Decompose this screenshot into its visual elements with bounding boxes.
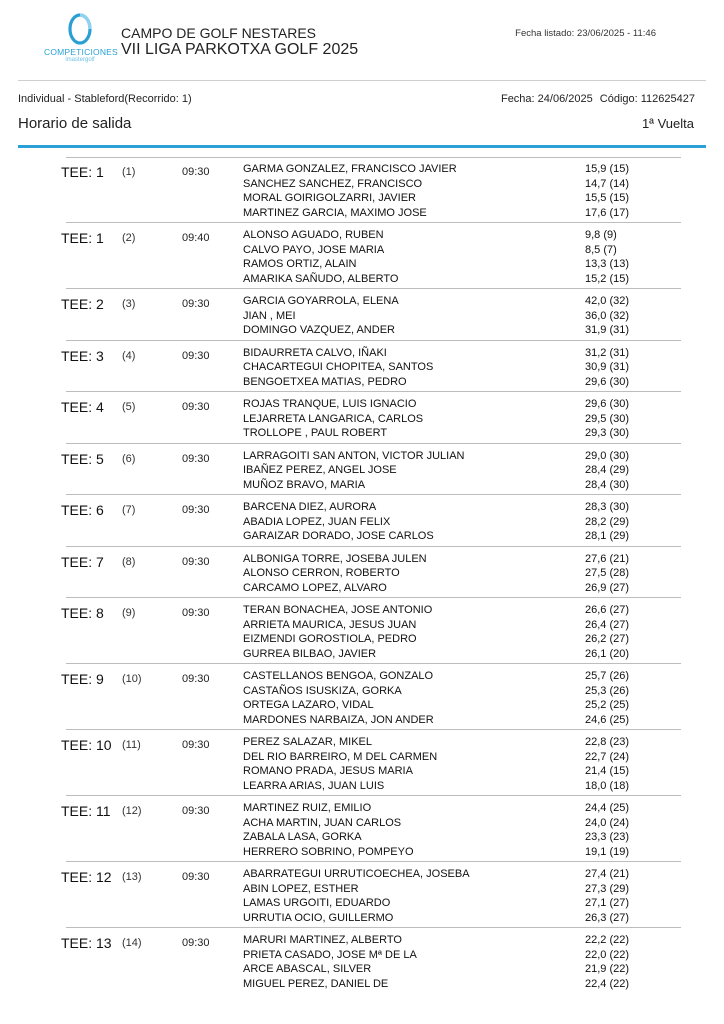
player-row	[66, 449, 681, 464]
player-name: BIDAURRETA CALVO, IÑAKI	[243, 346, 387, 359]
player-row	[66, 552, 681, 567]
tee-group	[61, 162, 681, 223]
player-row	[66, 360, 681, 375]
tee-label: TEE: 10	[61, 737, 112, 753]
player-name: CASTAÑOS ISUSKIZA, GORKA	[243, 684, 402, 697]
tee-label: TEE: 9	[61, 671, 104, 687]
tee-times-list	[0, 162, 724, 998]
player-name: AMARIKA SAÑUDO, ALBERTO	[243, 272, 399, 285]
tee-group	[61, 933, 681, 993]
player-handicap: 28,4 (29)	[585, 464, 630, 476]
player-row	[66, 713, 681, 728]
group-number: (7)	[122, 504, 136, 516]
competiciones-logo	[44, 12, 116, 74]
player-name: GURREA BILBAO, JAVIER	[243, 647, 377, 660]
start-time: 09:30	[182, 401, 210, 413]
logo-brand-text: COMPETICIONES	[44, 47, 118, 57]
start-time: 09:30	[182, 504, 210, 516]
player-name: PRIETA CASADO, JOSE Mª DE LA	[243, 948, 417, 961]
player-name: SANCHEZ SANCHEZ, FRANCISCO	[243, 177, 423, 190]
player-row	[66, 896, 681, 911]
player-name: RAMOS ORTIZ, ALAIN	[243, 258, 357, 270]
player-name: MORAL GOIRIGOLZARRI, JAVIER	[243, 192, 416, 204]
player-handicap: 22,7 (24)	[585, 750, 630, 763]
player-handicap: 31,9 (31)	[585, 324, 630, 336]
tee-label: TEE: 4	[61, 399, 104, 415]
tee-label: TEE: 11	[61, 803, 111, 819]
player-row	[66, 948, 681, 963]
accent-divider	[18, 145, 706, 148]
player-handicap: 29,3 (30)	[585, 427, 630, 439]
player-handicap: 27,1 (27)	[585, 897, 630, 909]
player-name: LARRAGOITI SAN ANTON, VICTOR JULIAN	[243, 449, 465, 462]
player-row	[66, 397, 681, 412]
player-handicap: 24,4 (25)	[585, 802, 630, 814]
tee-label: TEE: 1	[61, 230, 104, 246]
player-row	[66, 698, 681, 713]
player-row	[66, 735, 681, 750]
group-number: (9)	[122, 607, 136, 619]
start-time: 09:40	[182, 232, 210, 244]
player-handicap: 24,6 (25)	[585, 713, 630, 726]
tee-group	[61, 801, 681, 862]
player-name: LAMAS URGOITI, EDUARDO	[243, 897, 391, 909]
start-time: 09:30	[182, 937, 210, 949]
player-handicap: 26,9 (27)	[585, 581, 630, 594]
tee-group	[61, 294, 681, 341]
player-name: ALONSO AGUADO, RUBEN	[243, 229, 384, 241]
player-handicap: 22,2 (22)	[585, 934, 630, 946]
tee-label: TEE: 7	[61, 553, 104, 570]
tee-group	[61, 735, 681, 796]
player-name: MARTINEZ RUIZ, EMILIO	[243, 802, 372, 814]
player-name: ABIN LOPEZ, ESTHER	[243, 882, 359, 895]
player-row	[66, 830, 681, 845]
player-row	[66, 603, 681, 618]
tee-group	[61, 397, 681, 444]
player-name: MUÑOZ BRAVO, MARIA	[243, 478, 366, 491]
group-number: (8)	[122, 555, 136, 568]
player-handicap: 25,7 (26)	[585, 670, 630, 682]
group-number: (4)	[122, 349, 136, 362]
player-handicap: 27,5 (28)	[585, 567, 630, 579]
player-row	[66, 243, 681, 258]
player-name: BENGOETXEA MATIAS, PEDRO	[243, 375, 407, 388]
player-handicap: 30,9 (31)	[585, 361, 630, 373]
player-row	[66, 162, 681, 177]
player-name: PEREZ SALAZAR, MIKEL	[243, 736, 372, 748]
player-name: ALBONIGA TORRE, JOSEBA JULEN	[243, 552, 427, 565]
player-row	[66, 647, 681, 662]
player-handicap: 25,2 (25)	[585, 699, 630, 711]
start-time: 09:30	[182, 607, 210, 619]
player-row	[66, 294, 681, 309]
player-handicap: 28,2 (29)	[585, 515, 630, 528]
start-time: 09:30	[182, 739, 210, 751]
start-time: 09:30	[182, 298, 210, 310]
group-number: (13)	[122, 871, 142, 883]
player-name: TROLLOPE , PAUL ROBERT	[243, 427, 388, 439]
player-row	[66, 867, 681, 882]
tee-group	[61, 449, 681, 496]
player-handicap: 29,6 (30)	[585, 398, 630, 410]
tee-group	[61, 669, 681, 730]
player-handicap: 29,6 (30)	[585, 375, 630, 388]
player-handicap: 14,7 (14)	[585, 177, 630, 190]
player-handicap: 26,1 (20)	[585, 647, 630, 660]
start-time: 09:30	[182, 555, 210, 568]
player-row	[66, 911, 681, 926]
player-row	[66, 801, 681, 816]
player-row	[66, 177, 681, 192]
player-handicap: 22,8 (23)	[585, 736, 630, 748]
player-row	[66, 206, 681, 221]
player-name: TERAN BONACHEA, JOSE ANTONIO	[243, 604, 433, 616]
player-name: GARMA GONZALEZ, FRANCISCO JAVIER	[243, 163, 457, 175]
player-row	[66, 191, 681, 206]
group-number: (11)	[122, 739, 141, 751]
competition-format: Individual - Stableford(Recorrido: 1)	[18, 93, 192, 105]
player-row	[66, 309, 681, 324]
player-name: BARCENA DIEZ, AURORA	[243, 501, 377, 513]
player-handicap: 27,6 (21)	[585, 552, 630, 565]
group-number: (10)	[122, 673, 142, 685]
tee-label: TEE: 12	[61, 869, 112, 885]
tee-label: TEE: 1	[61, 164, 104, 180]
tee-label: TEE: 13	[61, 935, 112, 951]
player-row	[66, 478, 681, 493]
player-name: DOMINGO VAZQUEZ, ANDER	[243, 324, 395, 336]
club-name: CAMPO DE GOLF NESTARES	[121, 25, 316, 41]
player-row	[66, 581, 681, 596]
group-number: (6)	[122, 452, 136, 465]
player-name: HERRERO SOBRINO, POMPEYO	[243, 845, 414, 858]
player-handicap: 28,4 (30)	[585, 478, 630, 491]
tee-label: TEE: 5	[61, 450, 104, 467]
group-number: (2)	[122, 232, 136, 244]
page-title: Horario de salida	[18, 115, 132, 132]
player-name: MARDONES NARBAIZA, JON ANDER	[243, 713, 434, 726]
player-handicap: 22,4 (22)	[585, 977, 630, 990]
start-time: 09:30	[182, 673, 210, 685]
player-name: JIAN , MEI	[243, 309, 296, 322]
player-name: MARTINEZ GARCIA, MAXIMO JOSE	[243, 206, 427, 219]
competition-code: Código: 112625427	[599, 93, 695, 105]
player-handicap: 29,0 (30)	[585, 449, 630, 462]
player-handicap: 18,0 (18)	[585, 779, 630, 792]
player-name: ABADIA LOPEZ, JUAN FELIX	[243, 515, 391, 528]
tee-label: TEE: 8	[61, 605, 104, 621]
player-row	[66, 228, 681, 243]
page-header	[0, 0, 724, 80]
player-row	[66, 412, 681, 427]
player-handicap: 27,4 (21)	[585, 868, 630, 880]
start-time: 09:30	[182, 452, 210, 465]
group-number: (1)	[122, 166, 136, 178]
tee-label: TEE: 2	[61, 296, 104, 312]
player-row	[66, 375, 681, 390]
tee-group	[61, 500, 681, 547]
logo-sub-text: imastergolf	[65, 57, 95, 63]
player-handicap: 25,3 (26)	[585, 684, 630, 697]
player-row	[66, 816, 681, 831]
player-name: ZABALA LASA, GORKA	[243, 831, 362, 843]
player-name: IBAÑEZ PEREZ, ANGEL JOSE	[243, 464, 397, 476]
league-title: VII LIGA PARKOTXA GOLF 2025	[121, 41, 359, 58]
player-row	[66, 933, 681, 948]
player-handicap: 31,2 (31)	[585, 346, 630, 359]
player-name: GARCIA GOYARROLA, ELENA	[243, 295, 399, 307]
player-name: CARCAMO LOPEZ, ALVARO	[243, 581, 387, 594]
tee-group	[61, 346, 681, 393]
player-name: ARCE ABASCAL, SILVER	[243, 963, 372, 975]
player-name: LEARRA ARIAS, JUAN LUIS	[243, 779, 385, 792]
player-name: ORTEGA LAZARO, VIDAL	[243, 699, 374, 711]
round-label: 1ª Vuelta	[641, 116, 694, 131]
player-handicap: 9,8 (9)	[585, 229, 617, 241]
player-row	[66, 323, 681, 338]
player-handicap: 28,1 (29)	[585, 530, 630, 542]
player-handicap: 42,0 (32)	[585, 295, 630, 307]
player-row	[66, 632, 681, 647]
group-number: (5)	[122, 401, 136, 413]
player-handicap: 15,2 (15)	[585, 272, 630, 285]
player-row	[66, 257, 681, 272]
start-time: 09:30	[182, 349, 210, 362]
player-name: ARRIETA MAURICA, JESUS JUAN	[243, 618, 417, 631]
player-name: ROMANO PRADA, JESUS MARIA	[243, 765, 413, 777]
player-name: GARAIZAR DORADO, JOSE CARLOS	[243, 530, 434, 542]
player-name: CASTELLANOS BENGOA, GONZALO	[243, 670, 434, 682]
player-row	[66, 962, 681, 977]
tee-label: TEE: 3	[61, 347, 104, 364]
start-time: 09:30	[182, 871, 210, 883]
player-handicap: 26,4 (27)	[585, 618, 630, 631]
player-handicap: 26,3 (27)	[585, 911, 630, 924]
logo-ring-icon	[66, 12, 94, 46]
player-row	[66, 515, 681, 530]
player-row	[66, 618, 681, 633]
player-handicap: 22,0 (22)	[585, 948, 630, 961]
player-handicap: 15,9 (15)	[585, 163, 630, 175]
player-row	[66, 346, 681, 361]
player-row	[66, 977, 681, 992]
player-handicap: 27,3 (29)	[585, 882, 630, 895]
player-name: ROJAS TRANQUE, LUIS IGNACIO	[243, 398, 417, 410]
player-name: MIGUEL PEREZ, DANIEL DE	[243, 977, 389, 990]
player-name: DEL RIO BARREIRO, M DEL CARMEN	[243, 750, 438, 763]
player-handicap: 24,0 (24)	[585, 816, 630, 829]
player-row	[66, 463, 681, 478]
listed-date: Fecha listado: 23/06/2025 - 11:46	[515, 28, 656, 39]
player-row	[66, 566, 681, 581]
player-row	[66, 500, 681, 515]
player-name: ABARRATEGUI URRUTICOECHEA, JOSEBA	[243, 868, 470, 880]
player-name: EIZMENDI GOROSTIOLA, PEDRO	[243, 633, 417, 645]
player-row	[66, 845, 681, 860]
player-row	[66, 779, 681, 794]
player-handicap: 23,3 (23)	[585, 831, 630, 843]
player-name: MARURI MARTINEZ, ALBERTO	[243, 934, 402, 946]
tee-group	[61, 603, 681, 664]
player-handicap: 21,4 (15)	[585, 765, 630, 777]
player-row	[66, 529, 681, 544]
player-handicap: 36,0 (32)	[585, 309, 630, 322]
player-row	[66, 684, 681, 699]
player-name: ALONSO CERRON, ROBERTO	[243, 567, 400, 579]
player-row	[66, 764, 681, 779]
player-name: CHACARTEGUI CHOPITEA, SANTOS	[243, 361, 434, 373]
tee-label: TEE: 6	[61, 502, 104, 518]
tee-group	[61, 867, 681, 928]
group-number: (14)	[122, 937, 142, 949]
group-number: (3)	[122, 298, 136, 310]
player-handicap: 17,6 (17)	[585, 206, 630, 219]
tee-group	[61, 552, 681, 599]
player-handicap: 26,2 (27)	[585, 633, 630, 645]
table-top-rule	[66, 157, 681, 158]
player-row	[66, 882, 681, 897]
player-handicap: 13,3 (13)	[585, 258, 630, 270]
start-time: 09:30	[182, 805, 210, 817]
player-row	[66, 426, 681, 441]
tee-group	[61, 228, 681, 289]
player-handicap: 26,6 (27)	[585, 604, 630, 616]
player-handicap: 19,1 (19)	[585, 845, 630, 858]
player-name: ACHA MARTIN, JUAN CARLOS	[243, 816, 402, 829]
player-handicap: 8,5 (7)	[585, 243, 617, 256]
player-row	[66, 669, 681, 684]
player-handicap: 15,5 (15)	[585, 192, 630, 204]
group-number: (12)	[122, 805, 142, 817]
player-name: CALVO PAYO, JOSE MARIA	[243, 243, 385, 256]
start-time: 09:30	[182, 166, 210, 178]
player-handicap: 21,9 (22)	[585, 963, 630, 975]
player-handicap: 29,5 (30)	[585, 412, 630, 425]
competition-date: Fecha: 24/06/2025	[500, 93, 593, 105]
player-name: LEJARRETA LANGARICA, CARLOS	[243, 412, 424, 425]
player-handicap: 28,3 (30)	[585, 501, 630, 513]
player-row	[66, 272, 681, 287]
date-code	[497, 93, 695, 105]
player-row	[66, 750, 681, 765]
header-divider	[18, 80, 706, 81]
player-name: URRUTIA OCIO, GUILLERMO	[243, 911, 394, 924]
